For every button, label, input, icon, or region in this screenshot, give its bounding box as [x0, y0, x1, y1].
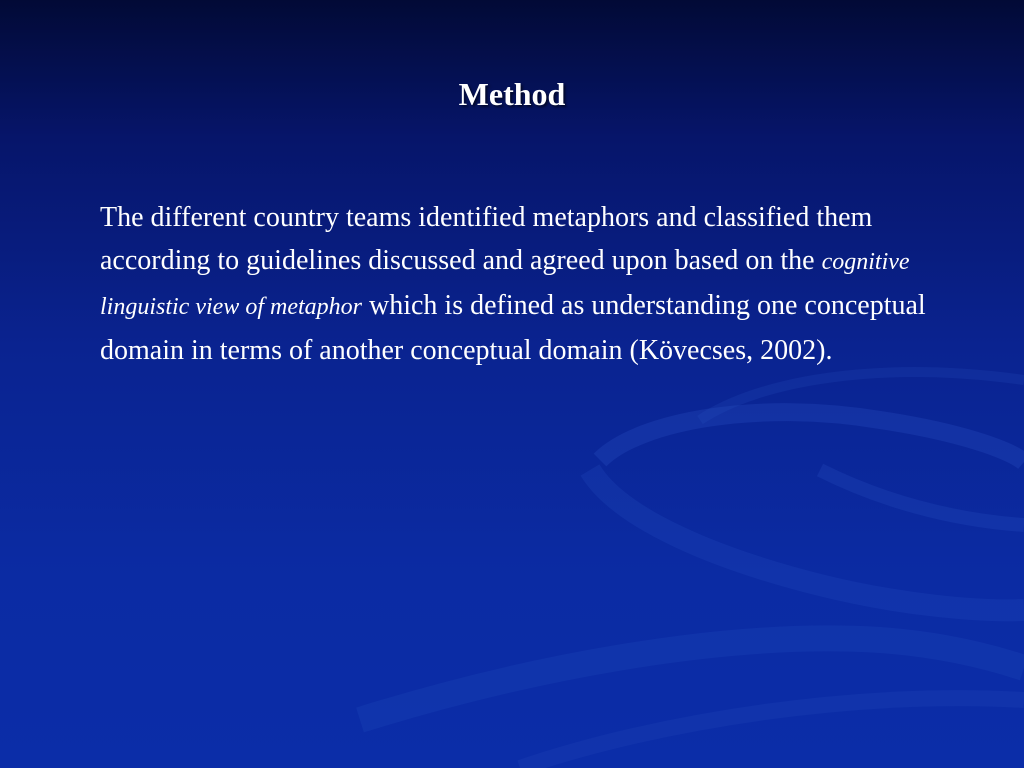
body-paragraph: [100, 196, 960, 372]
paragraph-emphasis: cognitive linguistic view of metaphor: [100, 249, 910, 320]
paragraph-text-before: The different country teams identified metaphors and classified them according to guidelines discussed and agreed upon based on the: [100, 202, 873, 276]
slide-title: Method: [458, 76, 566, 112]
paragraph-text-after: which is defined as understanding one conceptual domain in terms of another conceptual domain (Kövecses, 2002).: [100, 290, 926, 366]
